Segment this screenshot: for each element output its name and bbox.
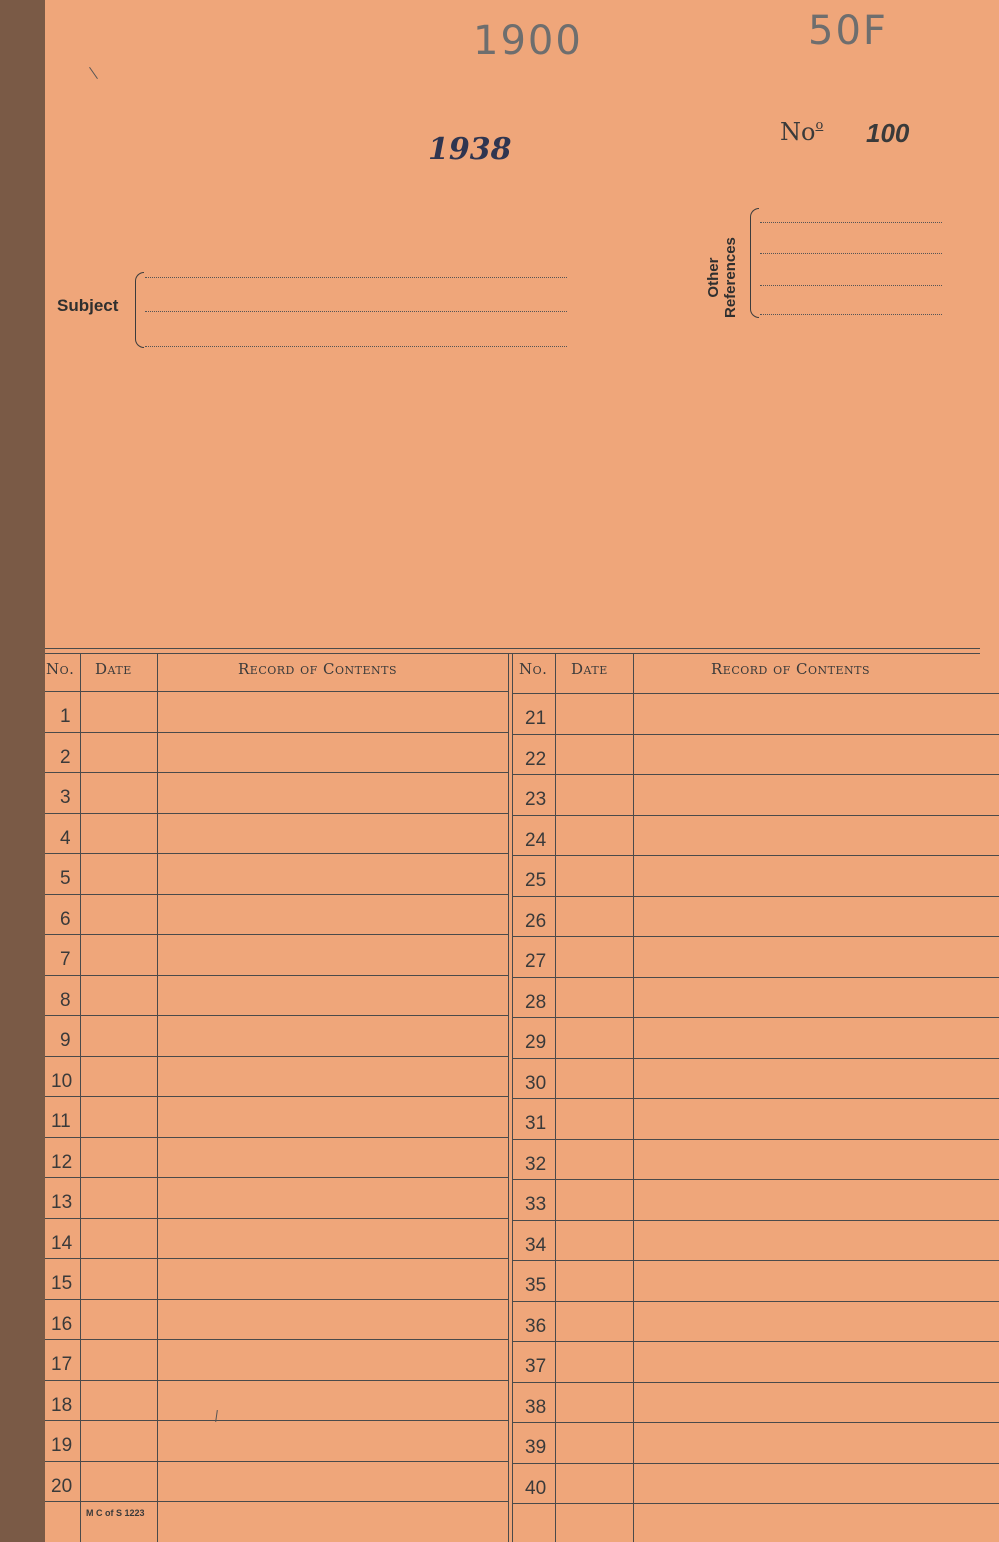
subject-label: Subject xyxy=(57,296,119,315)
row-number-right: 40 xyxy=(525,1478,547,1499)
row-rule-right xyxy=(512,1463,999,1464)
other-references-label: Other References xyxy=(705,237,739,318)
table-top-rule xyxy=(45,648,980,649)
row-number-left: 3 xyxy=(60,787,71,808)
row-rule-left xyxy=(45,1420,508,1421)
row-rule-right xyxy=(512,1422,999,1423)
row-rule-left xyxy=(45,732,508,733)
file-spine xyxy=(0,0,45,1542)
row-rule-right xyxy=(512,693,999,694)
row-rule-left xyxy=(45,1096,508,1097)
row-number-left: 2 xyxy=(60,747,71,768)
row-number-left: 6 xyxy=(60,909,71,930)
row-number-right: 31 xyxy=(525,1113,547,1134)
row-rule-left xyxy=(45,1056,508,1057)
row-rule-left xyxy=(45,1177,508,1178)
row-number-right: 33 xyxy=(525,1194,547,1215)
row-number-left: 4 xyxy=(60,828,71,849)
header-date-right: Date xyxy=(571,660,608,678)
row-rule-left xyxy=(45,853,508,854)
row-rule-left xyxy=(45,1380,508,1381)
row-rule-left xyxy=(45,1501,508,1502)
row-rule-right xyxy=(512,1382,999,1383)
row-number-right: 26 xyxy=(525,911,547,932)
row-number-left: 14 xyxy=(51,1233,73,1254)
header-record-left: Record of Contents xyxy=(238,660,398,678)
row-rule-right xyxy=(512,1179,999,1180)
row-rule-right xyxy=(512,1017,999,1018)
row-number-left: 12 xyxy=(51,1152,73,1173)
row-number-left: 11 xyxy=(51,1111,71,1132)
row-rule-right xyxy=(512,1058,999,1059)
row-rule-left xyxy=(45,1339,508,1340)
row-rule-left xyxy=(45,691,508,692)
row-rule-left xyxy=(45,975,508,976)
row-number-right: 25 xyxy=(525,870,547,891)
row-number-right: 32 xyxy=(525,1154,547,1175)
row-number-left: 9 xyxy=(60,1030,71,1051)
header-date-left: Date xyxy=(95,660,132,678)
row-number-right: 35 xyxy=(525,1275,547,1296)
row-number-right: 30 xyxy=(525,1073,547,1094)
row-number-left: 5 xyxy=(60,868,71,889)
row-number-left: 13 xyxy=(51,1192,73,1213)
row-rule-left xyxy=(45,1258,508,1259)
row-rule-right xyxy=(512,734,999,735)
row-number-left: 16 xyxy=(51,1314,73,1335)
header-record-right: Record of Contents xyxy=(711,660,871,678)
row-rule-left xyxy=(45,934,508,935)
row-rule-left xyxy=(45,1461,508,1462)
row-rule-left xyxy=(45,813,508,814)
row-rule-right xyxy=(512,1220,999,1221)
row-number-left: 18 xyxy=(51,1395,73,1416)
row-number-left: 20 xyxy=(51,1476,73,1497)
subject-line-1 xyxy=(145,277,567,278)
row-rule-left xyxy=(45,1015,508,1016)
other-references-brace xyxy=(750,208,759,318)
other-ref-line-3 xyxy=(760,285,942,286)
file-number-label: No$^o$ xyxy=(780,118,824,146)
other-ref-line-4 xyxy=(760,314,942,315)
stamped-year: 1900 xyxy=(473,18,583,64)
row-number-left: 19 xyxy=(51,1435,73,1456)
row-number-right: 37 xyxy=(525,1356,547,1377)
other-ref-line-2 xyxy=(760,253,942,254)
row-number-left: 15 xyxy=(51,1273,73,1294)
row-number-right: 24 xyxy=(525,830,547,851)
row-number-left: 8 xyxy=(60,990,71,1011)
row-rule-left xyxy=(45,1218,508,1219)
row-number-right: 29 xyxy=(525,1032,547,1053)
row-number-right: 27 xyxy=(525,951,547,972)
row-number-right: 36 xyxy=(525,1316,547,1337)
row-number-right: 38 xyxy=(525,1397,547,1418)
row-rule-right xyxy=(512,1098,999,1099)
row-rule-right xyxy=(512,815,999,816)
row-rule-right xyxy=(512,1139,999,1140)
row-rule-right xyxy=(512,1260,999,1261)
row-number-left: 10 xyxy=(51,1071,73,1092)
col-divider-left-no xyxy=(80,654,81,1542)
row-number-right: 39 xyxy=(525,1437,547,1458)
header-no-left: No. xyxy=(46,660,75,678)
row-rule-left xyxy=(45,772,508,773)
row-rule-right xyxy=(512,1301,999,1302)
row-number-left: 7 xyxy=(60,949,71,970)
row-number-right: 22 xyxy=(525,749,547,770)
row-rule-left xyxy=(45,1137,508,1138)
subject-brace xyxy=(135,272,144,348)
pen-mark-top xyxy=(89,67,98,79)
row-number-right: 23 xyxy=(525,789,547,810)
row-rule-right xyxy=(512,1341,999,1342)
row-rule-right xyxy=(512,936,999,937)
row-rule-right xyxy=(512,1503,999,1504)
form-code-footer: M C of S 1223 xyxy=(86,1508,145,1518)
row-rule-left xyxy=(45,894,508,895)
handwritten-year: 1938 xyxy=(428,132,512,167)
subject-line-3 xyxy=(145,346,567,347)
row-rule-right xyxy=(512,774,999,775)
stamped-code: 50F xyxy=(808,8,888,54)
row-rule-right xyxy=(512,977,999,978)
row-number-right: 28 xyxy=(525,992,547,1013)
col-divider-left-date xyxy=(157,654,158,1542)
handwritten-file-number: 100 xyxy=(866,118,910,148)
row-rule-right xyxy=(512,855,999,856)
other-ref-line-1 xyxy=(760,222,942,223)
row-rule-right xyxy=(512,896,999,897)
col-divider-center xyxy=(508,654,509,1542)
row-rule-left xyxy=(45,1299,508,1300)
header-no-right: No. xyxy=(519,660,548,678)
row-number-right: 21 xyxy=(525,708,547,729)
row-number-left: 17 xyxy=(51,1354,73,1375)
row-number-right: 34 xyxy=(525,1235,547,1256)
row-number-left: 1 xyxy=(60,706,71,727)
subject-line-2 xyxy=(145,311,567,312)
